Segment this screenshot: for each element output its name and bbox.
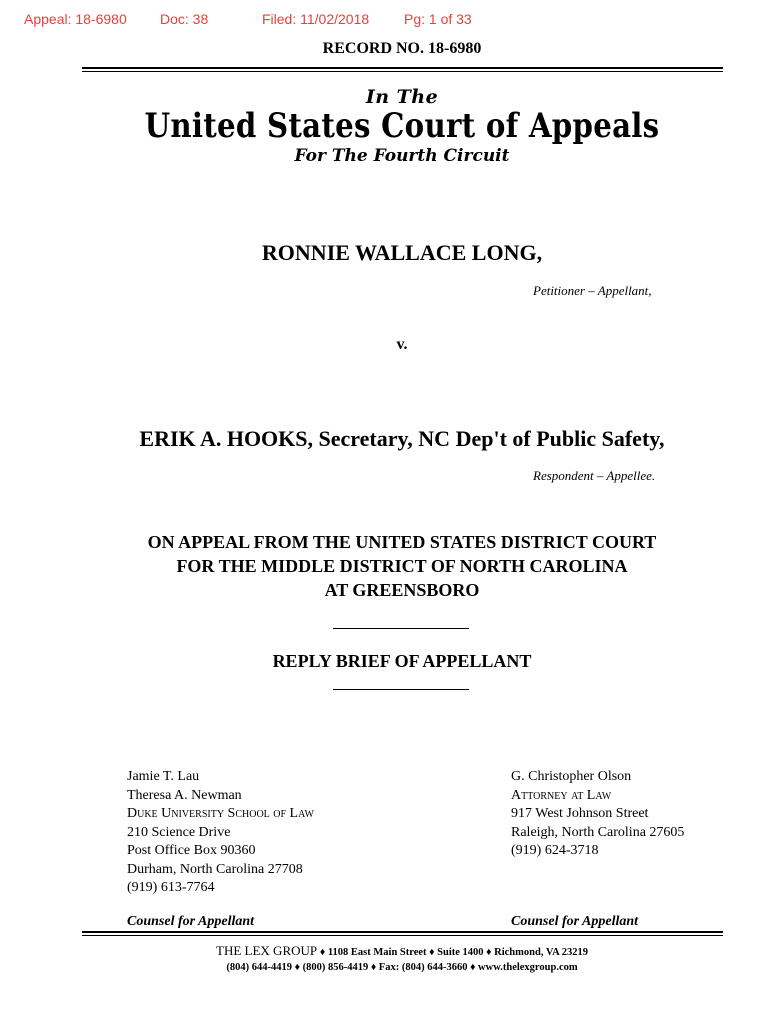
appellant-role: Petitioner – Appellant, [533,283,652,298]
appellee-role: Respondent – Appellee. [533,468,656,483]
counsel-left-phone: (919) 613-7764 [127,880,215,895]
court-title: United States Court of Appeals [144,106,660,146]
appeal-from [0,530,768,602]
counsel-right-phone: (919) 624-3718 [511,843,599,858]
counsel-left-label: Counsel for Appellant [127,914,255,929]
stamp-page: Pg: 1 of 33 [404,11,472,27]
appellee-name: ERIK A. HOOKS, Secretary, NC Dep't of Public Safety, [139,426,665,451]
counsel-left [127,768,314,898]
counsel-left-pobox: Post Office Box 90360 [127,843,256,858]
counsel-right [511,768,684,861]
brief-title: REPLY BRIEF OF APPELLANT [272,651,532,671]
header-rule [82,67,723,72]
footer-contacts: (804) 644-4419 ♦ (800) 856-4419 ♦ Fax: (804) 644-3660 ♦ www.thelexgroup.com [226,962,578,973]
footer-address: ♦ 1108 East Main Street ♦ Suite 1400 ♦ Richmond, VA 23219 [319,947,588,958]
footer-address-line [0,943,768,959]
appeal-line-3: AT GREENSBORO [324,580,480,600]
counsel-right-label: Counsel for Appellant [511,914,639,929]
counsel-left-street: 210 Science Drive [127,824,231,840]
divider-bottom [333,689,469,690]
footer-rule [82,931,723,936]
counsel-right-city: Raleigh, North Carolina 27605 [511,824,685,840]
footer-firm: THE LEX GROUP [216,943,317,958]
versus: v. [396,336,408,353]
counsel-left-name-2: Theresa A. Newman [127,787,242,803]
appeal-line-2: FOR THE MIDDLE DISTRICT OF NORTH CAROLINA [176,556,628,576]
counsel-left-name-1: Jamie T. Lau [127,769,200,784]
counsel-right-name: G. Christopher Olson [511,769,632,784]
counsel-left-org: Duke University School of Law [127,806,314,821]
stamp-appeal: Appeal: 18-6980 [24,11,127,27]
divider-top [333,628,469,629]
stamp-doc: Doc: 38 [160,11,209,27]
caption-in-the: In The [365,86,439,108]
circuit-name: For The Fourth Circuit [294,146,510,166]
stamp-filed: Filed: 11/02/2018 [262,11,370,27]
record-number: RECORD NO. 18-6980 [322,40,482,57]
counsel-right-street: 917 West Johnson Street [511,806,649,821]
appellant-name: RONNIE WALLACE LONG, [261,240,543,265]
counsel-right-org: Attorney at Law [511,787,612,803]
counsel-left-city: Durham, North Carolina 27708 [127,861,303,877]
appeal-line-1: ON APPEAL FROM THE UNITED STATES DISTRICT COURT [147,532,657,552]
